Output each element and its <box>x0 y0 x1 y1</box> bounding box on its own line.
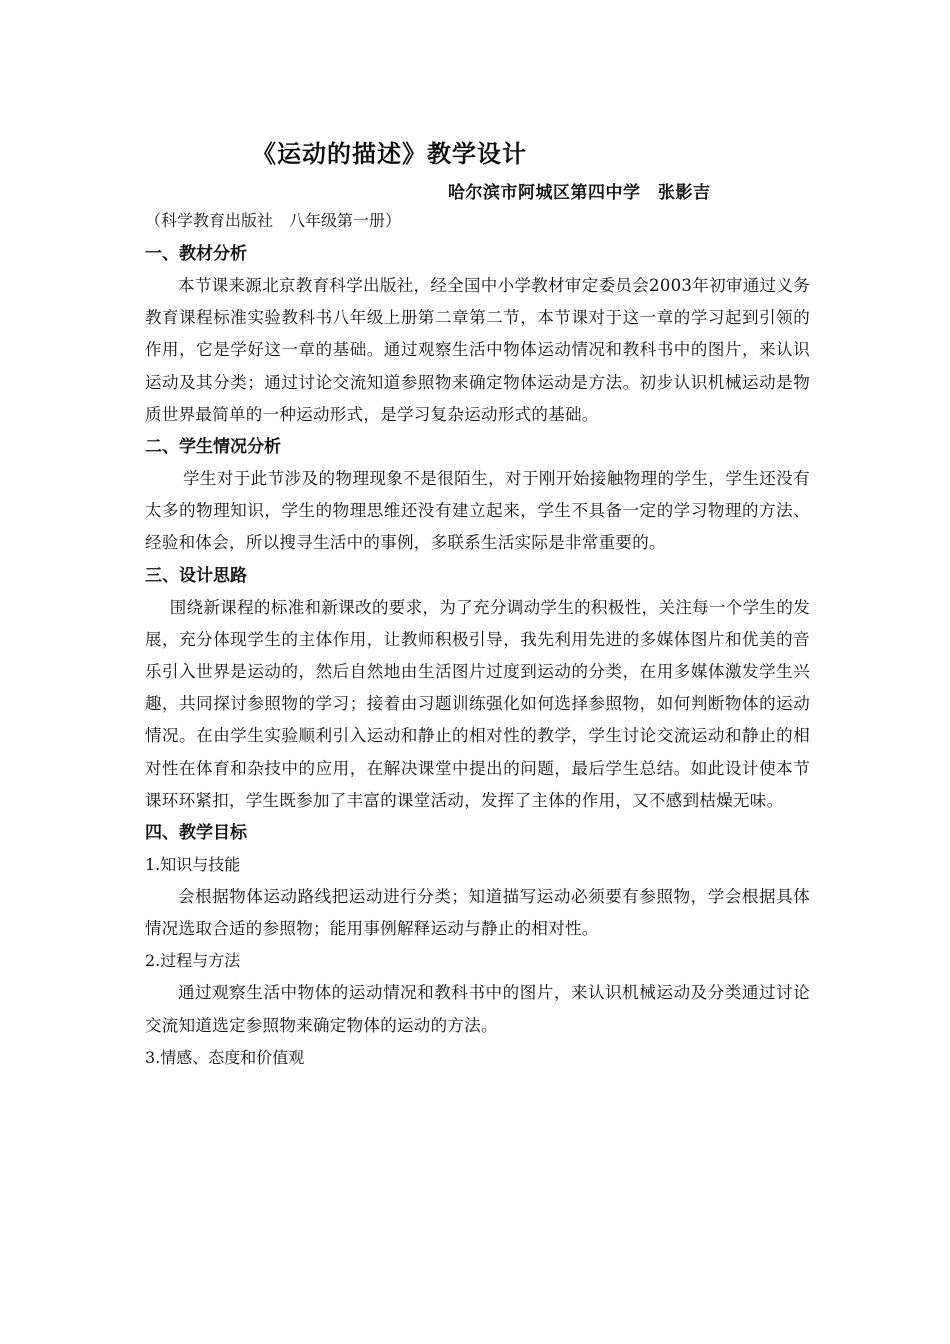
subheading-emotion-values: 3.情感、态度和价值观 <box>145 1047 305 1067</box>
document-body <box>145 238 810 1074</box>
paragraph-textbook-analysis: 本节课来源北京教育科学出版社，经全国中小学教材审定委员会2003年初审通过义务教育课程标准实验教科书八年级上册第二章第二节，本节课对于这一章的学习起到引领的作用，它是学好这一章的基础。通过观察生活中物体运动情况和教科书中的图片，来认识运动及其分类；通过讨论交流知道参照物来确定物体运动是方法。初步认识机械运动是物质世界最简单的一种运动形式，是学习复杂运动形式的基础。 <box>145 276 810 424</box>
section-heading-student-analysis: 二、学生情况分析 <box>145 437 281 458</box>
paragraph-process-methods: 通过观察生活中物体的运动情况和教科书中的图片，来认识机械运动及分类通过讨论交流知道选定参照物来确定物体的运动的方法。 <box>145 983 810 1035</box>
publisher-note: （科学教育出版社 八年级第一册） <box>145 211 402 230</box>
section-heading-textbook-analysis: 一、教材分析 <box>145 244 247 264</box>
paragraph-design-thinking: 围绕新课程的标准和新课改的要求，为了充分调动学生的积极性，关注每一个学生的发展，充分体现学生的主体作用，让教师积极引导，我先利用先进的多媒体图片和优美的音乐引入世界是运动的，然后自然地由生活图片过度到运动的分类，在用多媒体激发学生兴趣，共同探讨参照物的学习；接着由习题训练强化如何选择参照物，如何判断物体的运动情况。在由学生实验顺利引入运动和静止的相对性的教学，学生讨论交流运动和静止的相对性在体育和杂技中的应用，在解决课堂中提出的问题，最后学生总结。如此设计使本节课环环紧扣，学生既参加了丰富的课堂活动，发挥了主体的作用，又不感到枯燥无味。 <box>145 597 810 810</box>
paragraph-knowledge-skills: 会根据物体运动路线把运动进行分类；知道描写运动必须要有参照物，学会根据具体情况选取合适的参照物；能用事例解释运动与静止的相对性。 <box>145 887 810 939</box>
section-heading-design-thinking: 三、设计思路 <box>145 565 247 586</box>
section-heading-teaching-goals: 四、教学目标 <box>145 823 247 844</box>
author-line: 哈尔滨市阿城区第四中学 张影吉 <box>448 183 711 203</box>
document-title: 《运动的描述》教学设计 <box>252 139 527 168</box>
paragraph-student-analysis: 学生对于此节涉及的物理现象不是很陌生，对于刚开始接触物理的学生，学生还没有太多的物理知识，学生的物理思维还没有建立起来，学生不具备一定的学习物理的方法、经验和体会，所以搜寻生活中的事例，多联系生活实际是非常重要的。 <box>145 469 810 553</box>
subheading-process-methods: 2.过程与方法 <box>145 951 241 971</box>
subheading-knowledge-skills: 1.知识与技能 <box>145 855 241 875</box>
